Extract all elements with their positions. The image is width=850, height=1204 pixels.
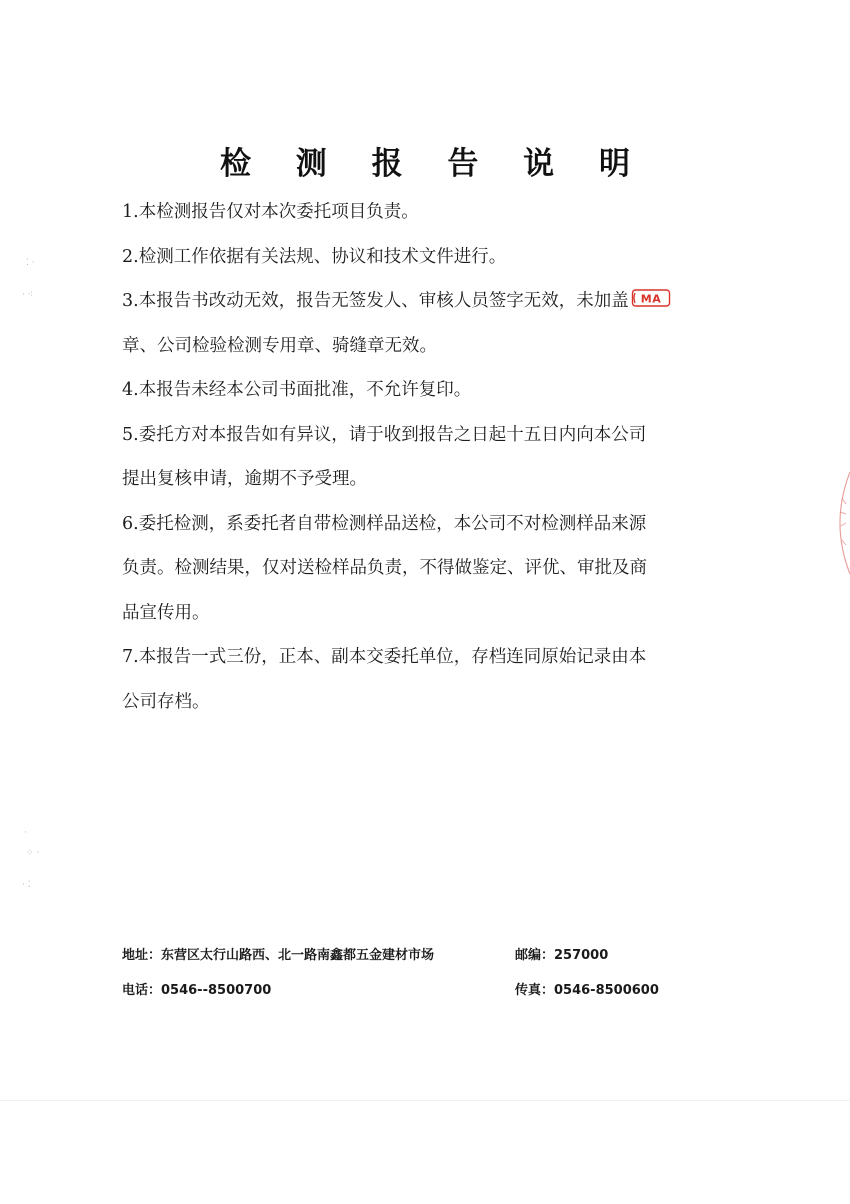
footer-fax: 传真：0546-8500600 [515, 983, 659, 998]
note-item-3 [122, 279, 722, 368]
scan-speck: · ⁖ [22, 290, 33, 300]
note-item-1 [122, 190, 722, 235]
note-line: 品宣传用。 [122, 602, 210, 623]
page-title: 检 测 报 告 说 明 [220, 146, 647, 182]
note-line: 负责。检测结果，仅对送检样品负责，不得做鉴定、评优、审批及商 [122, 558, 647, 578]
note-line: 4.本报告未经本公司书面批准，不允许复印。 [122, 380, 472, 400]
note-item-4 [122, 368, 722, 413]
scan-speck: · ⁚ [22, 880, 31, 890]
scan-edge-line [0, 1100, 850, 1101]
scan-speck: ⁚ · [26, 258, 35, 268]
note-item-2 [122, 235, 722, 280]
edge-seal-icon [828, 468, 850, 578]
footer-phone: 电话：0546--8500700 [122, 983, 272, 998]
notes-list [122, 190, 722, 724]
cma-mark-icon [631, 288, 671, 308]
note-line: 2.检测工作依据有关法规、协议和技术文件进行。 [122, 246, 507, 267]
note-line-with-mark [122, 279, 722, 324]
footer-address: 地址：东营区太行山路西、北一路南鑫都五金建材市场 [122, 948, 435, 963]
svg-text:MA: MA [640, 292, 661, 306]
note-line: 5.委托方对本报告如有异议，请于收到报告之日起十五日内向本公司 [122, 424, 647, 445]
note-line-text: 3.本报告书改动无效，报告无签发人、审核人员签字无效，未加盖 [122, 291, 629, 311]
note-line: 7.本报告一式三份，正本、副本交委托单位，存档连同原始记录由本 [122, 647, 647, 667]
footer-postcode: 邮编：257000 [515, 948, 609, 963]
note-line: 提出复核申请，逾期不予受理。 [122, 469, 367, 489]
note-item-5 [122, 413, 722, 502]
footer-row-phone [122, 979, 271, 998]
note-line: 章、公司检验检测专用章、骑缝章无效。 [122, 335, 437, 356]
note-item-6 [122, 502, 722, 636]
note-line: 1.本检测报告仅对本次委托项目负责。 [122, 202, 419, 222]
note-item-7 [122, 635, 722, 724]
footer-row-address [122, 944, 434, 963]
note-line: 6.委托检测，系委托者自带检测样品送检，本公司不对检测样品来源 [122, 513, 647, 534]
scan-speck: ⁘ · [26, 848, 40, 858]
note-line: 公司存档。 [122, 691, 210, 712]
scan-speck: · [24, 828, 27, 838]
